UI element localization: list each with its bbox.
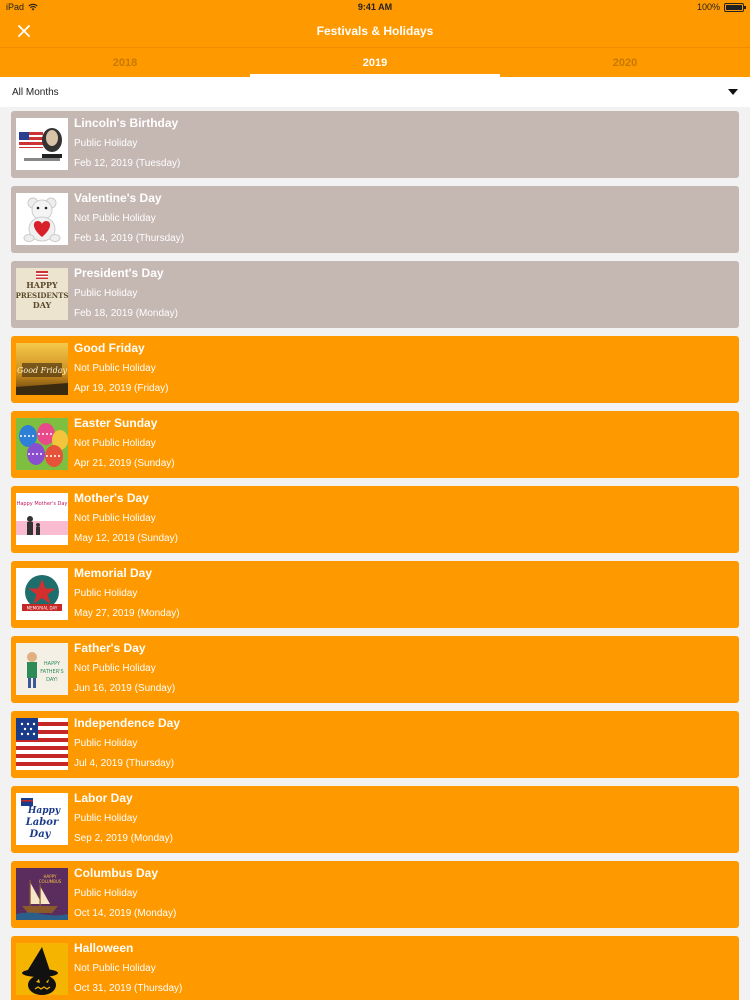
halloween-witch-icon <box>16 943 68 995</box>
holiday-type: Not Public Holiday <box>74 438 156 449</box>
holiday-date: May 27, 2019 (Monday) <box>74 608 180 619</box>
status-right <box>697 2 744 12</box>
close-button[interactable] <box>14 21 34 41</box>
memorial-star-icon <box>16 568 68 620</box>
holiday-name: Father's Day <box>74 641 146 655</box>
us-flag-icon <box>16 718 68 770</box>
nav-bar <box>0 14 750 47</box>
wifi-icon <box>28 3 38 11</box>
holiday-date: Oct 14, 2019 (Monday) <box>74 908 177 919</box>
month-filter-value: All Months <box>12 86 59 98</box>
svg-text:DAY!: DAY! <box>46 677 58 683</box>
holiday-type: Not Public Holiday <box>74 513 156 524</box>
page-title: Festivals & Holidays <box>316 23 434 38</box>
holiday-name: Valentine's Day <box>74 191 162 205</box>
svg-text:Good Friday: Good Friday <box>16 366 68 375</box>
lincoln-portrait-icon <box>16 118 68 170</box>
good-friday-icon <box>16 343 68 395</box>
svg-text:Day: Day <box>29 829 51 840</box>
labor-day-icon <box>16 793 68 845</box>
holiday-name: Labor Day <box>74 791 133 805</box>
svg-text:Happy Mother's Day: Happy Mother's Day <box>16 501 68 507</box>
holiday-list <box>0 107 750 1000</box>
holiday-name: Mother's Day <box>74 491 149 505</box>
holiday-date: Sep 2, 2019 (Monday) <box>74 833 173 844</box>
svg-text:COLUMBUS: COLUMBUS <box>38 879 62 884</box>
holiday-card[interactable] <box>11 936 739 1000</box>
holiday-name: Memorial Day <box>74 566 153 580</box>
holiday-date: Feb 12, 2019 (Tuesday) <box>74 158 181 169</box>
holiday-type: Public Holiday <box>74 888 138 899</box>
holiday-card[interactable] <box>11 636 739 703</box>
holiday-card[interactable] <box>11 336 739 403</box>
easter-eggs-icon <box>16 418 68 470</box>
tab-2020[interactable]: 2020 <box>612 56 638 69</box>
holiday-name: Easter Sunday <box>74 416 158 430</box>
status-left <box>6 2 38 12</box>
holiday-card[interactable] <box>11 261 739 328</box>
svg-text:Happy: Happy <box>27 806 61 816</box>
tab-2018[interactable]: 2018 <box>112 56 138 69</box>
svg-text:HAPPY: HAPPY <box>43 874 57 879</box>
battery-icon <box>724 3 744 12</box>
close-icon <box>18 25 30 37</box>
status-time: 9:41 AM <box>357 2 393 12</box>
holiday-name: Halloween <box>74 941 134 955</box>
holiday-name: Independence Day <box>74 716 181 730</box>
holiday-type: Public Holiday <box>74 738 138 749</box>
tab-2019[interactable]: 2019 <box>250 48 500 77</box>
svg-text:Labor: Labor <box>25 817 59 828</box>
holiday-type: Not Public Holiday <box>74 963 156 974</box>
holiday-type: Not Public Holiday <box>74 213 156 224</box>
holiday-type: Not Public Holiday <box>74 663 156 674</box>
holiday-card[interactable] <box>11 711 739 778</box>
holiday-type: Public Holiday <box>74 138 138 149</box>
holiday-name: Good Friday <box>74 341 145 355</box>
holiday-date: Jun 16, 2019 (Sunday) <box>74 683 176 694</box>
battery-fill <box>726 5 742 10</box>
svg-text:HAPPY: HAPPY <box>26 280 58 290</box>
holiday-date: Feb 14, 2019 (Thursday) <box>74 233 185 244</box>
holiday-date: May 12, 2019 (Sunday) <box>74 533 178 544</box>
svg-text:PRESIDENTS: PRESIDENTS <box>16 291 68 300</box>
holiday-card[interactable] <box>11 786 739 853</box>
battery-percent: 100% <box>696 2 720 12</box>
svg-text:HAPPY: HAPPY <box>43 661 61 667</box>
holiday-card[interactable] <box>11 186 739 253</box>
holiday-type: Public Holiday <box>74 288 138 299</box>
holiday-name: Columbus Day <box>74 866 159 880</box>
holiday-date: Apr 19, 2019 (Friday) <box>74 383 169 394</box>
holiday-type: Public Holiday <box>74 588 138 599</box>
svg-text:DAY: DAY <box>32 300 52 310</box>
device-label: iPad <box>6 2 25 12</box>
holiday-card[interactable] <box>11 561 739 628</box>
svg-text:FATHER'S: FATHER'S <box>40 669 64 675</box>
holiday-name: Lincoln's Birthday <box>74 116 179 130</box>
holiday-date: Feb 18, 2019 (Monday) <box>74 308 178 319</box>
holiday-name: President's Day <box>74 266 164 280</box>
caret-down-icon <box>728 89 738 95</box>
holiday-card[interactable] <box>11 486 739 553</box>
holiday-card[interactable] <box>11 861 739 928</box>
teddy-bear-icon <box>16 193 68 245</box>
svg-text:MEMORIAL DAY: MEMORIAL DAY <box>26 605 58 611</box>
mothers-day-icon <box>16 493 68 545</box>
fathers-day-icon <box>16 643 68 695</box>
status-bar <box>0 0 750 14</box>
holiday-type: Not Public Holiday <box>74 363 156 374</box>
holiday-card[interactable] <box>11 111 739 178</box>
year-tabs <box>0 47 750 77</box>
holiday-card[interactable] <box>11 411 739 478</box>
holiday-date: Apr 21, 2019 (Sunday) <box>74 458 175 469</box>
holiday-date: Oct 31, 2019 (Thursday) <box>74 983 183 994</box>
holiday-type: Public Holiday <box>74 813 138 824</box>
columbus-ship-icon <box>16 868 68 920</box>
holiday-date: Jul 4, 2019 (Thursday) <box>74 758 175 769</box>
month-filter-dropdown[interactable] <box>0 77 750 107</box>
presidents-day-icon <box>16 268 68 320</box>
